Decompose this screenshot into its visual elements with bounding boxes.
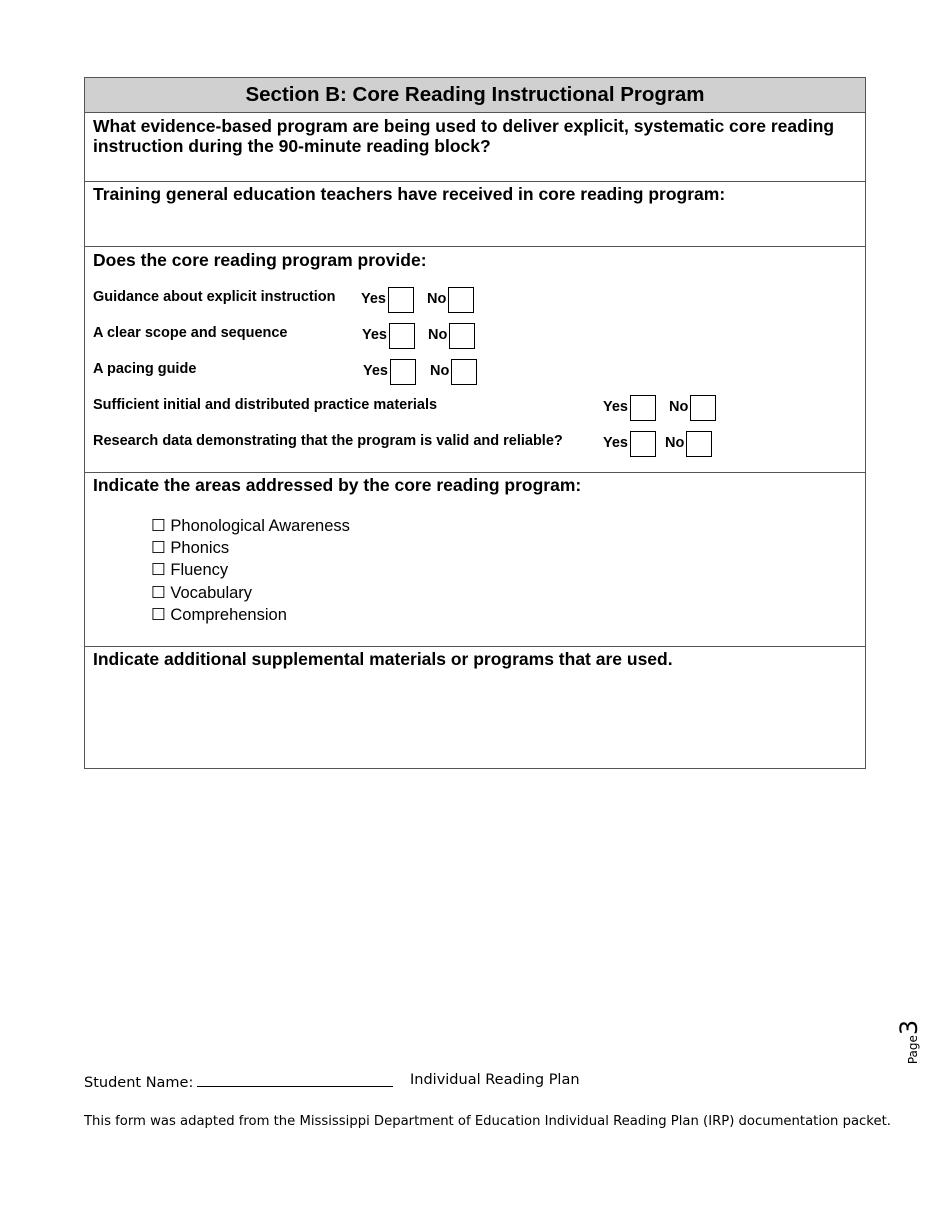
provide-item-yes: Yes (603, 425, 656, 451)
provide-item-yes: Yes (362, 317, 415, 343)
provide-item-label: Guidance about explicit instruction (93, 289, 336, 305)
checkbox-icon[interactable]: ☐ (151, 539, 166, 558)
provide-item-yes: Yes (603, 389, 656, 415)
no-checkbox[interactable] (448, 287, 474, 313)
training-row[interactable] (85, 182, 865, 247)
adapted-note: This form was adapted from the Mississippi Department of Education Individual Reading Plan (IRP) documentation packet. (84, 1114, 891, 1129)
evidence-row[interactable] (85, 113, 865, 182)
provide-item-label: A clear scope and sequence (93, 325, 288, 341)
areas-question: Indicate the areas addressed by the core reading program: (93, 475, 582, 495)
area-item-fluency[interactable]: ☐ Fluency (151, 561, 229, 580)
student-name-field (84, 1072, 393, 1091)
provide-item-label: Sufficient initial and distributed practice materials (93, 397, 438, 413)
provide-item-label: A pacing guide (93, 361, 197, 377)
yes-checkbox[interactable] (630, 431, 656, 457)
area-item-comprehension[interactable]: ☐ Comprehension (151, 605, 287, 624)
area-item-phonics[interactable]: ☐ Phonics (151, 539, 230, 558)
no-checkbox[interactable] (690, 395, 716, 421)
no-checkbox[interactable] (686, 431, 712, 457)
no-checkbox[interactable] (449, 323, 475, 349)
no-checkbox[interactable] (451, 359, 477, 385)
checkbox-icon[interactable]: ☐ (151, 605, 166, 624)
provide-item-no: No (669, 389, 716, 415)
yes-checkbox[interactable] (388, 287, 414, 313)
page-label: Page (906, 1035, 920, 1065)
page-number-value: 3 (895, 1019, 923, 1036)
areas-checklist (151, 515, 350, 626)
yes-checkbox[interactable] (389, 323, 415, 349)
provide-item-no: No (430, 353, 477, 379)
provide-item-yes: Yes (363, 353, 416, 379)
area-item-phonological-awareness[interactable]: ☐ Phonological Awareness (151, 517, 350, 535)
provide-item-no: No (427, 281, 474, 307)
yes-checkbox[interactable] (390, 359, 416, 385)
evidence-question: What evidence-based program are being used to deliver explicit, systematic core reading instruction during the 90-minute reading block? (93, 116, 835, 156)
student-name-input[interactable] (197, 1072, 393, 1087)
page-number (894, 1012, 924, 1072)
provide-item-no: No (428, 317, 475, 343)
plan-title: Individual Reading Plan (410, 1072, 580, 1088)
provide-item-no: No (665, 425, 712, 451)
section-title: Section B: Core Reading Instructional Program (85, 78, 865, 113)
provide-item-label: Research data demonstrating that the program is valid and reliable? (93, 433, 563, 449)
training-question: Training general education teachers have received in core reading program: (93, 184, 726, 204)
areas-row (85, 473, 865, 647)
provide-item-yes: Yes (361, 281, 414, 307)
checkbox-icon[interactable]: ☐ (151, 561, 166, 580)
provide-row (85, 247, 865, 473)
student-name-label: Student Name: (84, 1075, 194, 1091)
core-reading-form-table (84, 77, 866, 769)
area-item-vocabulary[interactable]: ☐ Vocabulary (151, 583, 253, 602)
provide-question: Does the core reading program provide: (93, 250, 427, 270)
supplemental-row[interactable] (85, 647, 865, 768)
supplemental-question: Indicate additional supplemental materials or programs that are used. (93, 649, 673, 669)
checkbox-icon[interactable]: ☐ (151, 517, 166, 535)
checkbox-icon[interactable]: ☐ (151, 583, 166, 602)
yes-checkbox[interactable] (630, 395, 656, 421)
